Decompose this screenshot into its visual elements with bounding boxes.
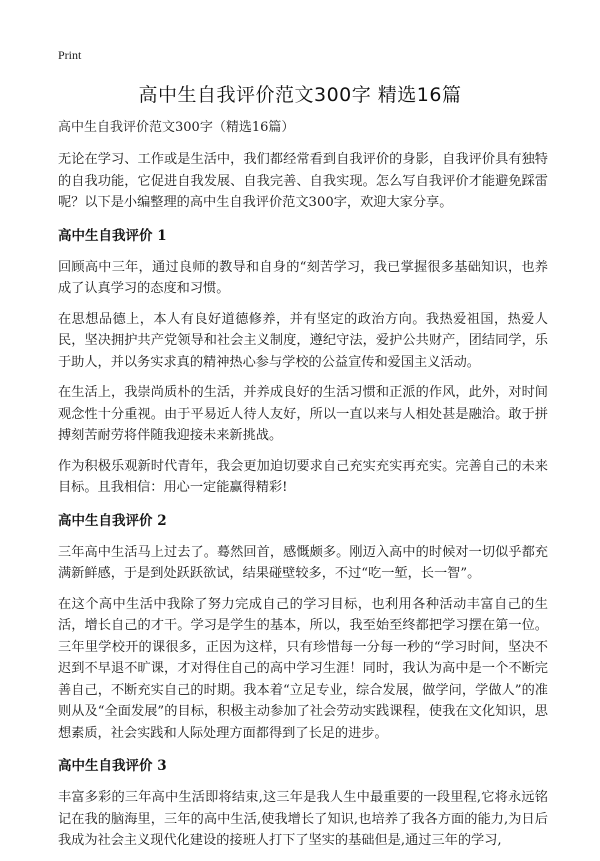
intro-paragraph: 无论在学习、工作或是生活中，我们都经常看到自我评价的身影，自我评价具有独特的自我功能，它促进自我发展、自我完善、自我实现。怎么写自我评价才能避免踩雷呢？以下是小编整理的高中生自我评价范文300字，欢迎大家分享。 [58,152,548,210]
print-link[interactable]: Print [58,48,82,62]
document-subtitle: 高中生自我评价范文300字（精选16篇） [58,120,295,135]
paragraph: 在思想品德上，本人有良好道德修养，并有坚定的政治方向。我热爱祖国，热爱人民，坚决拥护共产党领导和社会主义制度，遵纪守法，爱护公共财产，团结同学，乐于助人，并以务实求真的精神热心参与学校的公益宣传和爱国主义活动。 [58,311,548,370]
paragraph: 作为积极乐观新时代青年，我会更加迫切要求自己充实充实再充实。完善自己的未来目标。且我相信：用心一定能赢得精彩! [58,458,548,495]
paragraph: 丰富多彩的三年高中生活即将结束,这三年是我人生中最重要的一段里程,它将永远铭记在我的脑海里，三年的高中生活,使我增长了知识,也培养了我各方面的能力,为日后我成为社会主义现代化建设的接班人打下了坚实的基础但是,通过三年的学习, [58,790,548,848]
section-heading: 高中生自我评价 1 [58,227,167,244]
section-heading: 高中生自我评价 2 [58,512,167,529]
paragraph: 三年高中生活马上过去了。蓦然回首，感慨颇多。刚迈入高中的时候对一切似乎都充满新鲜感，于是到处跃跃欲试，结果碰壁较多，不过“吃一堑，长一智”。 [58,544,548,581]
section-heading: 高中生自我评价 3 [58,758,167,774]
paragraph: 回顾高中三年，通过良师的教导和自身的“刻苦学习，我已掌握很多基础知识，也养成了认真学习的态度和习惯。 [58,259,548,296]
page-title: 高中生自我评价范文300字 精选16篇 [138,84,462,106]
paragraph: 在生活上，我崇尚质朴的生活，并养成良好的生活习惯和正派的作风，此外，对时间观念性十分重视。由于平易近人待人友好，所以一直以来与人相处甚是融洽。敢于拼搏刻苦耐劳将伴随我迎接未来新挑战。 [58,385,548,443]
document-body [58,119,548,861]
paragraph: 在这个高中生活中我除了努力完成自己的学习目标，也利用各种活动丰富自己的生活，增长自己的才干。学习是学生的基本，所以，我至始至终都把学习摆在第一位。三年里学校开的课很多，正因为这样，只有珍惜每一分每一秒的“学习时间，坚决不迟到不早退不旷课，才对得住自己的高中学习生涯！同时，我认为高中是一个不断完善自己，不断充实自己的时期。我本着“立足专业，综合发展，做学问，学做人”的准则从及“全面发展”的目标，积极主动参加了社会劳动实践课程，使我在文化知识，思想素质，社会实践和人际处理方面都得到了长足的进步。 [58,596,548,741]
